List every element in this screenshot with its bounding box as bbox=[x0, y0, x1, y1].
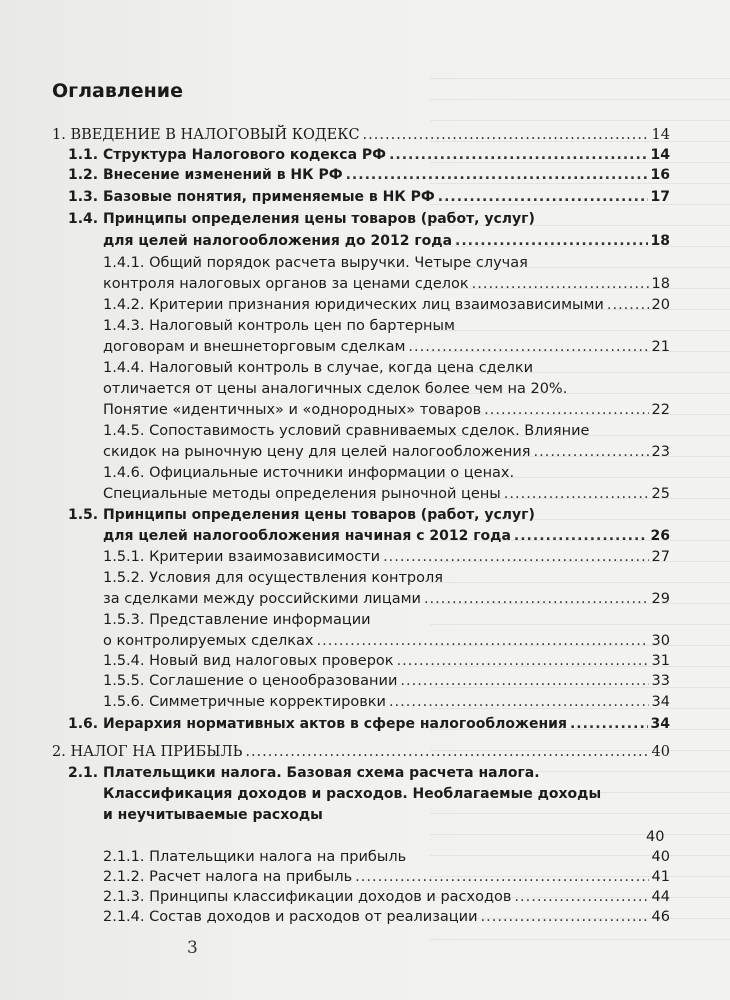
toc-page-number: 33 bbox=[651, 673, 670, 689]
toc-entry-1-5[interactable]: для целей налогообложения начиная с 2012 года ..... 26 bbox=[103, 525, 670, 547]
toc-page-number: 34 bbox=[650, 716, 670, 732]
toc-page-number: 40 bbox=[646, 829, 665, 845]
leader-dots bbox=[481, 906, 649, 928]
leader-dots bbox=[397, 650, 649, 672]
toc-entry-1-4-2[interactable]: 1.4.2. Критерии признания юридических лиц взаимозависимыми ..... 20 bbox=[103, 294, 670, 316]
leader-dots bbox=[570, 713, 648, 735]
leader-dots bbox=[472, 273, 649, 295]
toc-entry-1-4-3-line1: 1.4.3. Налоговый контроль цен по бартерным bbox=[103, 318, 455, 334]
toc-entry-1-4-4[interactable]: Понятие «идентичных» и «однородных» товаров ..... 22 bbox=[103, 399, 670, 421]
toc-entry-1-4-1-line1: 1.4.1. Общий порядок расчета выручки. Четыре случая bbox=[103, 255, 528, 271]
toc-entry-1-3[interactable]: 1.3. Базовые понятия, применяемые в НК РФ ..... 17 bbox=[68, 186, 670, 208]
toc-page-number: 18 bbox=[650, 233, 670, 249]
leader-dots bbox=[400, 670, 648, 692]
toc-page-number: 40 bbox=[651, 744, 670, 760]
toc-entry-1-4-4-line1: 1.4.4. Налоговый контроль в случае, когда цена сделки bbox=[103, 360, 534, 376]
toc-page-number: 44 bbox=[651, 889, 670, 905]
toc-entry-1-4-5-line1: 1.4.5. Сопоставимость условий сравниваемых сделок. Влияние bbox=[103, 423, 590, 439]
toc-entry-1-5-2-line1: 1.5.2. Условия для осуществления контроля bbox=[103, 570, 443, 586]
toc-entry-1-4-4-line2: отличается от цены аналогичных сделок более чем на 20%. bbox=[103, 381, 568, 397]
leader-dots bbox=[383, 546, 648, 568]
leader-dots bbox=[363, 124, 649, 146]
toc-entry-1-4-6[interactable]: Специальные методы определения рыночной цены ..... 25 bbox=[103, 483, 670, 505]
page-number: 3 bbox=[187, 938, 198, 958]
toc-page-number: 14 bbox=[650, 147, 670, 163]
toc-page-number: 16 bbox=[650, 167, 670, 183]
toc-entry-2-1-2[interactable]: 2.1.2. Расчет налога на прибыль ..... 41 bbox=[103, 866, 670, 888]
toc-page-number: 40 bbox=[651, 849, 670, 865]
toc-entry-1-6[interactable]: 1.6. Иерархия нормативных актов в сфере налогообложения ..... 34 bbox=[68, 713, 670, 735]
toc-entry-2-1-1[interactable]: 2.1.1. Плательщики налога на прибыль 40 bbox=[103, 846, 670, 868]
toc-page-number: 22 bbox=[651, 402, 670, 418]
leader-dots bbox=[355, 866, 648, 888]
toc-page-number: 26 bbox=[650, 528, 670, 544]
leader-dots bbox=[455, 230, 648, 252]
leader-dots bbox=[389, 144, 647, 166]
toc-entry-1-4-6-line1: 1.4.6. Официальные источники информации о ценах. bbox=[103, 465, 515, 481]
leader-dots bbox=[408, 336, 648, 358]
toc-entry-1-5-3[interactable]: о контролируемых сделках ..... 30 bbox=[103, 630, 670, 652]
toc-page-number: 34 bbox=[651, 694, 670, 710]
toc-entry-2-1-line2: Классификация доходов и расходов. Необлагаемые доходы bbox=[103, 786, 602, 802]
toc-page-number: 27 bbox=[651, 549, 670, 565]
toc-page-number: 41 bbox=[651, 869, 670, 885]
toc-entry-1-4-1[interactable]: контроля налоговых органов за ценами сделок ..... 18 bbox=[103, 273, 670, 295]
leader-dots bbox=[484, 399, 648, 421]
leader-dots bbox=[534, 441, 649, 463]
toc-page-number: 17 bbox=[650, 189, 670, 205]
toc-entry-1-5-3-line1: 1.5.3. Представление информации bbox=[103, 612, 371, 628]
toc-page-number: 23 bbox=[651, 444, 670, 460]
toc-entry-1-5-1[interactable]: 1.5.1. Критерии взаимозависимости ..... 27 bbox=[103, 546, 670, 568]
toc-entry-2-1-line1: 2.1. Плательщики налога. Базовая схема расчета налога. bbox=[68, 765, 540, 781]
page-title: Оглавление bbox=[52, 80, 183, 102]
toc-entry-1-1[interactable]: 1.1. Структура Налогового кодекса РФ ..... 14 bbox=[68, 144, 670, 166]
leader-dots bbox=[317, 630, 649, 652]
toc-entry-1-5-6[interactable]: 1.5.6. Симметричные корректировки ..... 34 bbox=[103, 691, 670, 713]
leader-dots bbox=[438, 186, 648, 208]
toc-page-number: 20 bbox=[651, 297, 670, 313]
leader-dots bbox=[389, 691, 649, 713]
leader-dots bbox=[514, 525, 648, 547]
toc-page-number: 14 bbox=[651, 127, 670, 143]
toc-entry-1-4[interactable]: для целей налогообложения до 2012 года ..... 18 bbox=[103, 230, 670, 252]
toc-entry-1-5-line1: 1.5. Принципы определения цены товаров (работ, услуг) bbox=[68, 507, 535, 523]
toc-page-number: 18 bbox=[651, 276, 670, 292]
leader-dots bbox=[245, 741, 648, 763]
leader-dots bbox=[504, 483, 649, 505]
toc-entry-1[interactable]: 1. ВВЕДЕНИЕ В НАЛОГОВЫЙ КОДЕКС ..... 14 bbox=[52, 124, 670, 146]
toc-entry-1-4-5[interactable]: скидок на рыночную цену для целей налогообложения ..... 23 bbox=[103, 441, 670, 463]
toc-page-number: 25 bbox=[651, 486, 670, 502]
toc-entry-2-1-4[interactable]: 2.1.4. Состав доходов и расходов от реализации ..... 46 bbox=[103, 906, 670, 928]
toc-entry-1-2[interactable]: 1.2. Внесение изменений в НК РФ ..... 16 bbox=[68, 164, 670, 186]
leader-dots bbox=[514, 886, 648, 908]
toc-page-number: 21 bbox=[651, 339, 670, 355]
leader-dots bbox=[424, 588, 649, 610]
leader-dots bbox=[346, 164, 648, 186]
toc-entry-1-5-5[interactable]: 1.5.5. Соглашение о ценообразовании ..... 33 bbox=[103, 670, 670, 692]
toc-entry-1-5-4[interactable]: 1.5.4. Новый вид налоговых проверок ..... 31 bbox=[103, 650, 670, 672]
toc-page-number: 29 bbox=[651, 591, 670, 607]
leader-dots bbox=[607, 294, 649, 316]
toc-entry-1-5-2[interactable]: за сделками между российскими лицами ..... 29 bbox=[103, 588, 670, 610]
toc-entry-2[interactable]: 2. НАЛОГ НА ПРИБЫЛЬ ..... 40 bbox=[52, 741, 670, 763]
toc-entry-1-4-3[interactable]: договорам и внешнеторговым сделкам ..... 21 bbox=[103, 336, 670, 358]
toc-page-number: 30 bbox=[651, 633, 670, 649]
toc-page-number: 31 bbox=[651, 653, 670, 669]
toc-page-number: 46 bbox=[651, 909, 670, 925]
toc-entry-2-1[interactable]: и неучитываемые расходы bbox=[103, 807, 323, 823]
toc-entry-2-1-3[interactable]: 2.1.3. Принципы классификации доходов и расходов ..... 44 bbox=[103, 886, 670, 908]
toc-entry-1-4-line1: 1.4. Принципы определения цены товаров (работ, услуг) bbox=[68, 211, 535, 227]
